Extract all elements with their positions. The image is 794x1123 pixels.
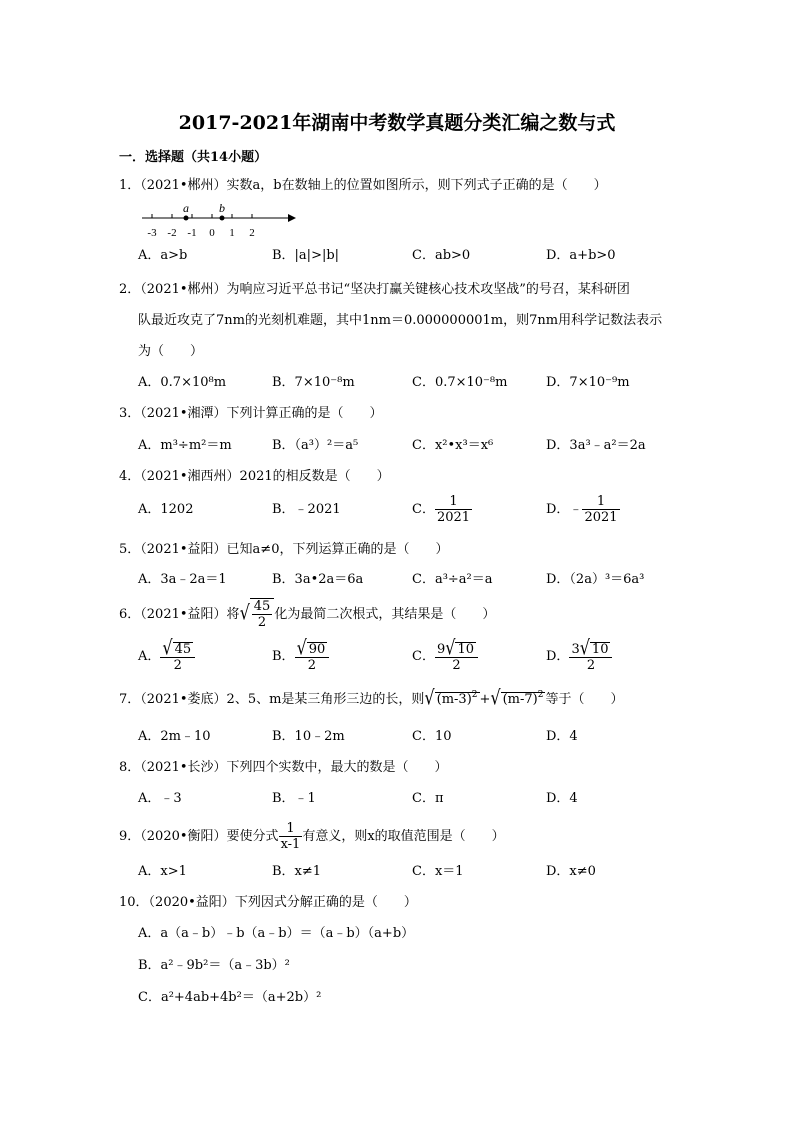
question-3: 3．（2021•湘潭）下列计算正确的是（ ） bbox=[119, 406, 383, 421]
q8-option-d: D．4 bbox=[546, 791, 578, 806]
q3-option-a: A．m³÷m²＝m bbox=[138, 438, 232, 453]
q4-option-c: C． $\frac{1}{2021}$ bbox=[412, 494, 471, 525]
question-number: 1． bbox=[119, 178, 141, 193]
number-line bbox=[140, 202, 300, 240]
q4-option-b: B．﹣2021 bbox=[272, 502, 341, 517]
question-text: 实数a，b在数轴上的位置如图所示，则下列式子正确的是（ ） bbox=[226, 178, 607, 193]
page-title: 2017-2021年湖南中考数学真题分类汇编之数与式 bbox=[178, 112, 616, 134]
q5-option-b: B．3a•2a＝6a bbox=[272, 572, 364, 587]
q1-option-d: D．a+b>0 bbox=[546, 248, 616, 263]
question-9: 9．（2020•衡阳）要使分式 $\frac{1}{x-1}$ 有意义，则x的取值范围是（ ） bbox=[119, 821, 505, 852]
point-b bbox=[220, 216, 225, 221]
q1-option-a: A．a>b bbox=[138, 248, 188, 263]
q5-option-d: D．（2a）³＝6a³ bbox=[546, 572, 645, 587]
question-10: 10．（2020•益阳）下列因式分解正确的是（ ） bbox=[119, 895, 417, 910]
q6-option-a: A． $\frac{√ 45}{2}$ bbox=[138, 640, 195, 673]
question-4: 4．（2021•湘西州）2021的相反数是（ ） bbox=[119, 469, 390, 484]
q5-option-c: C．a³÷a²＝a bbox=[412, 572, 493, 587]
q3-option-b: B．（a³）²＝a⁵ bbox=[272, 438, 359, 453]
question-2-line2: 队最近攻克了7nm的光刻机难题，其中1nm＝0.000000001m，则7nm用科学记数法表示 bbox=[138, 313, 663, 328]
q2-option-a: A．0.7×10⁸m bbox=[138, 375, 227, 390]
q1-option-c: C．ab>0 bbox=[412, 248, 471, 263]
q2-option-c: C．0.7×10⁻⁸m bbox=[412, 375, 508, 390]
question-2-line3: 为（ ） bbox=[138, 344, 204, 359]
q7-option-b: B．10﹣2m bbox=[272, 729, 345, 744]
q9-option-b: B．x≠1 bbox=[272, 864, 322, 879]
q8-option-a: A．﹣3 bbox=[138, 791, 182, 806]
question-1 bbox=[119, 176, 607, 196]
q2-option-b: B．7×10⁻⁸m bbox=[272, 375, 355, 390]
question-2: 2．（2021•郴州）为响应习近平总书记“坚决打赢关键核心技术攻坚战”的号召，某科研团 bbox=[119, 282, 630, 297]
q10-option-a: A．a（a﹣b）﹣b（a﹣b）＝（a﹣b）（a+b） bbox=[138, 926, 415, 941]
q9-option-d: D．x≠0 bbox=[546, 864, 596, 879]
q4-option-a: A．1202 bbox=[138, 502, 194, 517]
q2-option-d: D．7×10⁻⁹m bbox=[546, 375, 630, 390]
q8-option-b: B．﹣1 bbox=[272, 791, 316, 806]
question-7: 7．（2021•娄底）2、5、m是某三角形三边的长，则√ $(m-3)^2$ +√ $(m-7)^2$ 等于（ ） bbox=[119, 685, 624, 710]
question-6: 6．（2021•益阳）将√ $\frac{45}{2}$ 化为最简二次根式，其结果是（ ） bbox=[119, 599, 496, 630]
q9-option-c: C．x＝1 bbox=[412, 864, 464, 879]
tick-label: -3 bbox=[147, 227, 157, 239]
section-heading: 一．选择题（共14小题） bbox=[119, 150, 268, 165]
q7-option-d: D．4 bbox=[546, 729, 578, 744]
q8-option-c: C．π bbox=[412, 791, 444, 806]
q7-option-c: C．10 bbox=[412, 729, 452, 744]
q9-option-a: A．x>1 bbox=[138, 864, 187, 879]
q1-option-b: B．|a|>|b| bbox=[272, 248, 340, 263]
tick-label: 1 bbox=[229, 227, 235, 239]
point-label-a: a bbox=[183, 202, 189, 215]
question-8: 8．（2021•长沙）下列四个实数中，最大的数是（ ） bbox=[119, 760, 448, 775]
tick-label: -2 bbox=[167, 227, 177, 239]
q3-option-c: C．x²•x³＝x⁶ bbox=[412, 438, 494, 453]
q6-option-c: C． $\frac{9√ 10}{2}$ bbox=[412, 640, 478, 673]
q4-option-d: D．﹣ $\frac{1}{2021}$ bbox=[546, 494, 618, 525]
tick-label: -1 bbox=[187, 227, 197, 239]
point-label-b: b bbox=[219, 202, 225, 215]
tick-label: 2 bbox=[249, 227, 255, 239]
point-a bbox=[184, 216, 189, 221]
q10-option-c: C．a²+4ab+4b²＝（a+2b）² bbox=[138, 990, 322, 1005]
question-source: （2021•郴州） bbox=[140, 178, 227, 193]
q10-option-b: B．a²﹣9b²＝（a﹣3b）² bbox=[138, 958, 290, 973]
tick-label: 0 bbox=[209, 227, 215, 239]
q5-option-a: A．3a﹣2a＝1 bbox=[138, 572, 227, 587]
q6-option-d: D． $\frac{3√ 10}{2}$ bbox=[546, 640, 612, 673]
q7-option-a: A．2m﹣10 bbox=[138, 729, 211, 744]
question-5: 5．（2021•益阳）已知a≠0，下列运算正确的是（ ） bbox=[119, 542, 449, 557]
q3-option-d: D．3a³﹣a²＝2a bbox=[546, 438, 646, 453]
q6-option-b: B． $\frac{√ 90}{2}$ bbox=[272, 640, 329, 673]
